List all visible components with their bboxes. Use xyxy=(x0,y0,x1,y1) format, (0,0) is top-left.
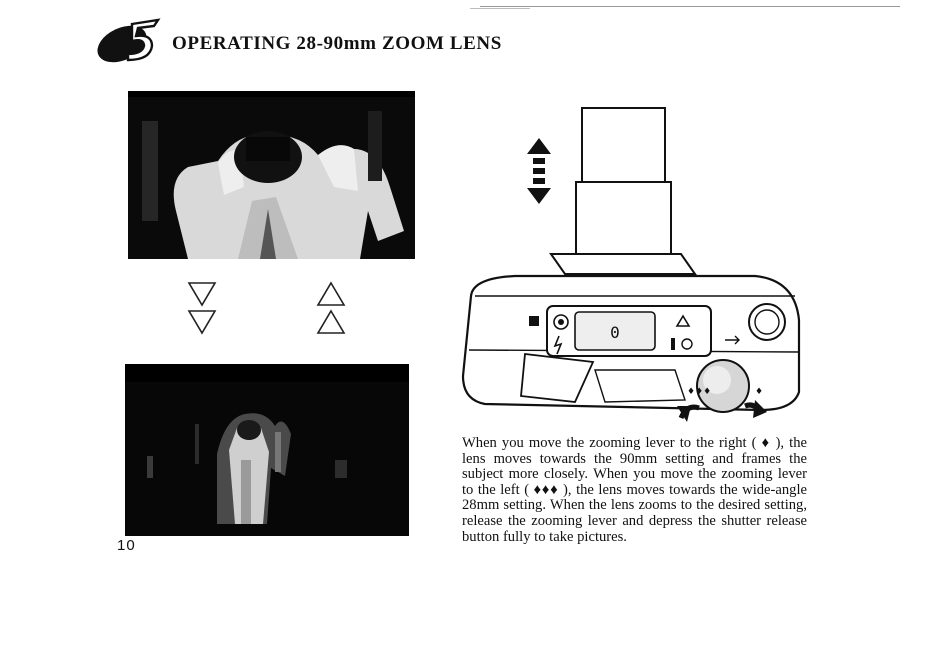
instructions-paragraph: When you move the zooming lever to the right ( ♦ ), the lens moves towards the 90mm setting and frames the subject more closely. When you move the zooming lever to the left ( ♦♦♦ ), the lens moves towards the wide-angle 28mm setting. When the lens zooms to the desired setting, release the zooming lever and depress the shutter release button fully to take pictures. xyxy=(462,435,807,545)
top-rule-fragment xyxy=(470,8,530,9)
wide-angle-photo xyxy=(125,364,409,536)
section-number-emblem-icon xyxy=(92,14,172,66)
up-triangle-icon xyxy=(318,283,344,305)
zoom-out-arrows xyxy=(186,281,218,339)
down-triangle-icon xyxy=(189,283,215,305)
svg-text:♦♦♦: ♦♦♦ xyxy=(687,387,712,397)
camera-illustration xyxy=(455,100,815,425)
down-triangle-icon xyxy=(189,311,215,333)
up-triangle-icon xyxy=(318,311,344,333)
zoom-in-arrows xyxy=(315,281,347,339)
svg-text:♦: ♦ xyxy=(755,387,764,397)
zoom-direction-arrow-icon xyxy=(527,138,551,204)
exposure-mode-icon xyxy=(529,316,539,326)
top-rule xyxy=(480,6,900,7)
section-badge xyxy=(92,14,172,66)
page-number: 10 xyxy=(117,537,136,554)
section-title: OPERATING 28-90mm ZOOM LENS xyxy=(172,33,502,54)
lcd-display: 0 xyxy=(610,323,620,342)
telephoto-photo xyxy=(128,91,415,259)
